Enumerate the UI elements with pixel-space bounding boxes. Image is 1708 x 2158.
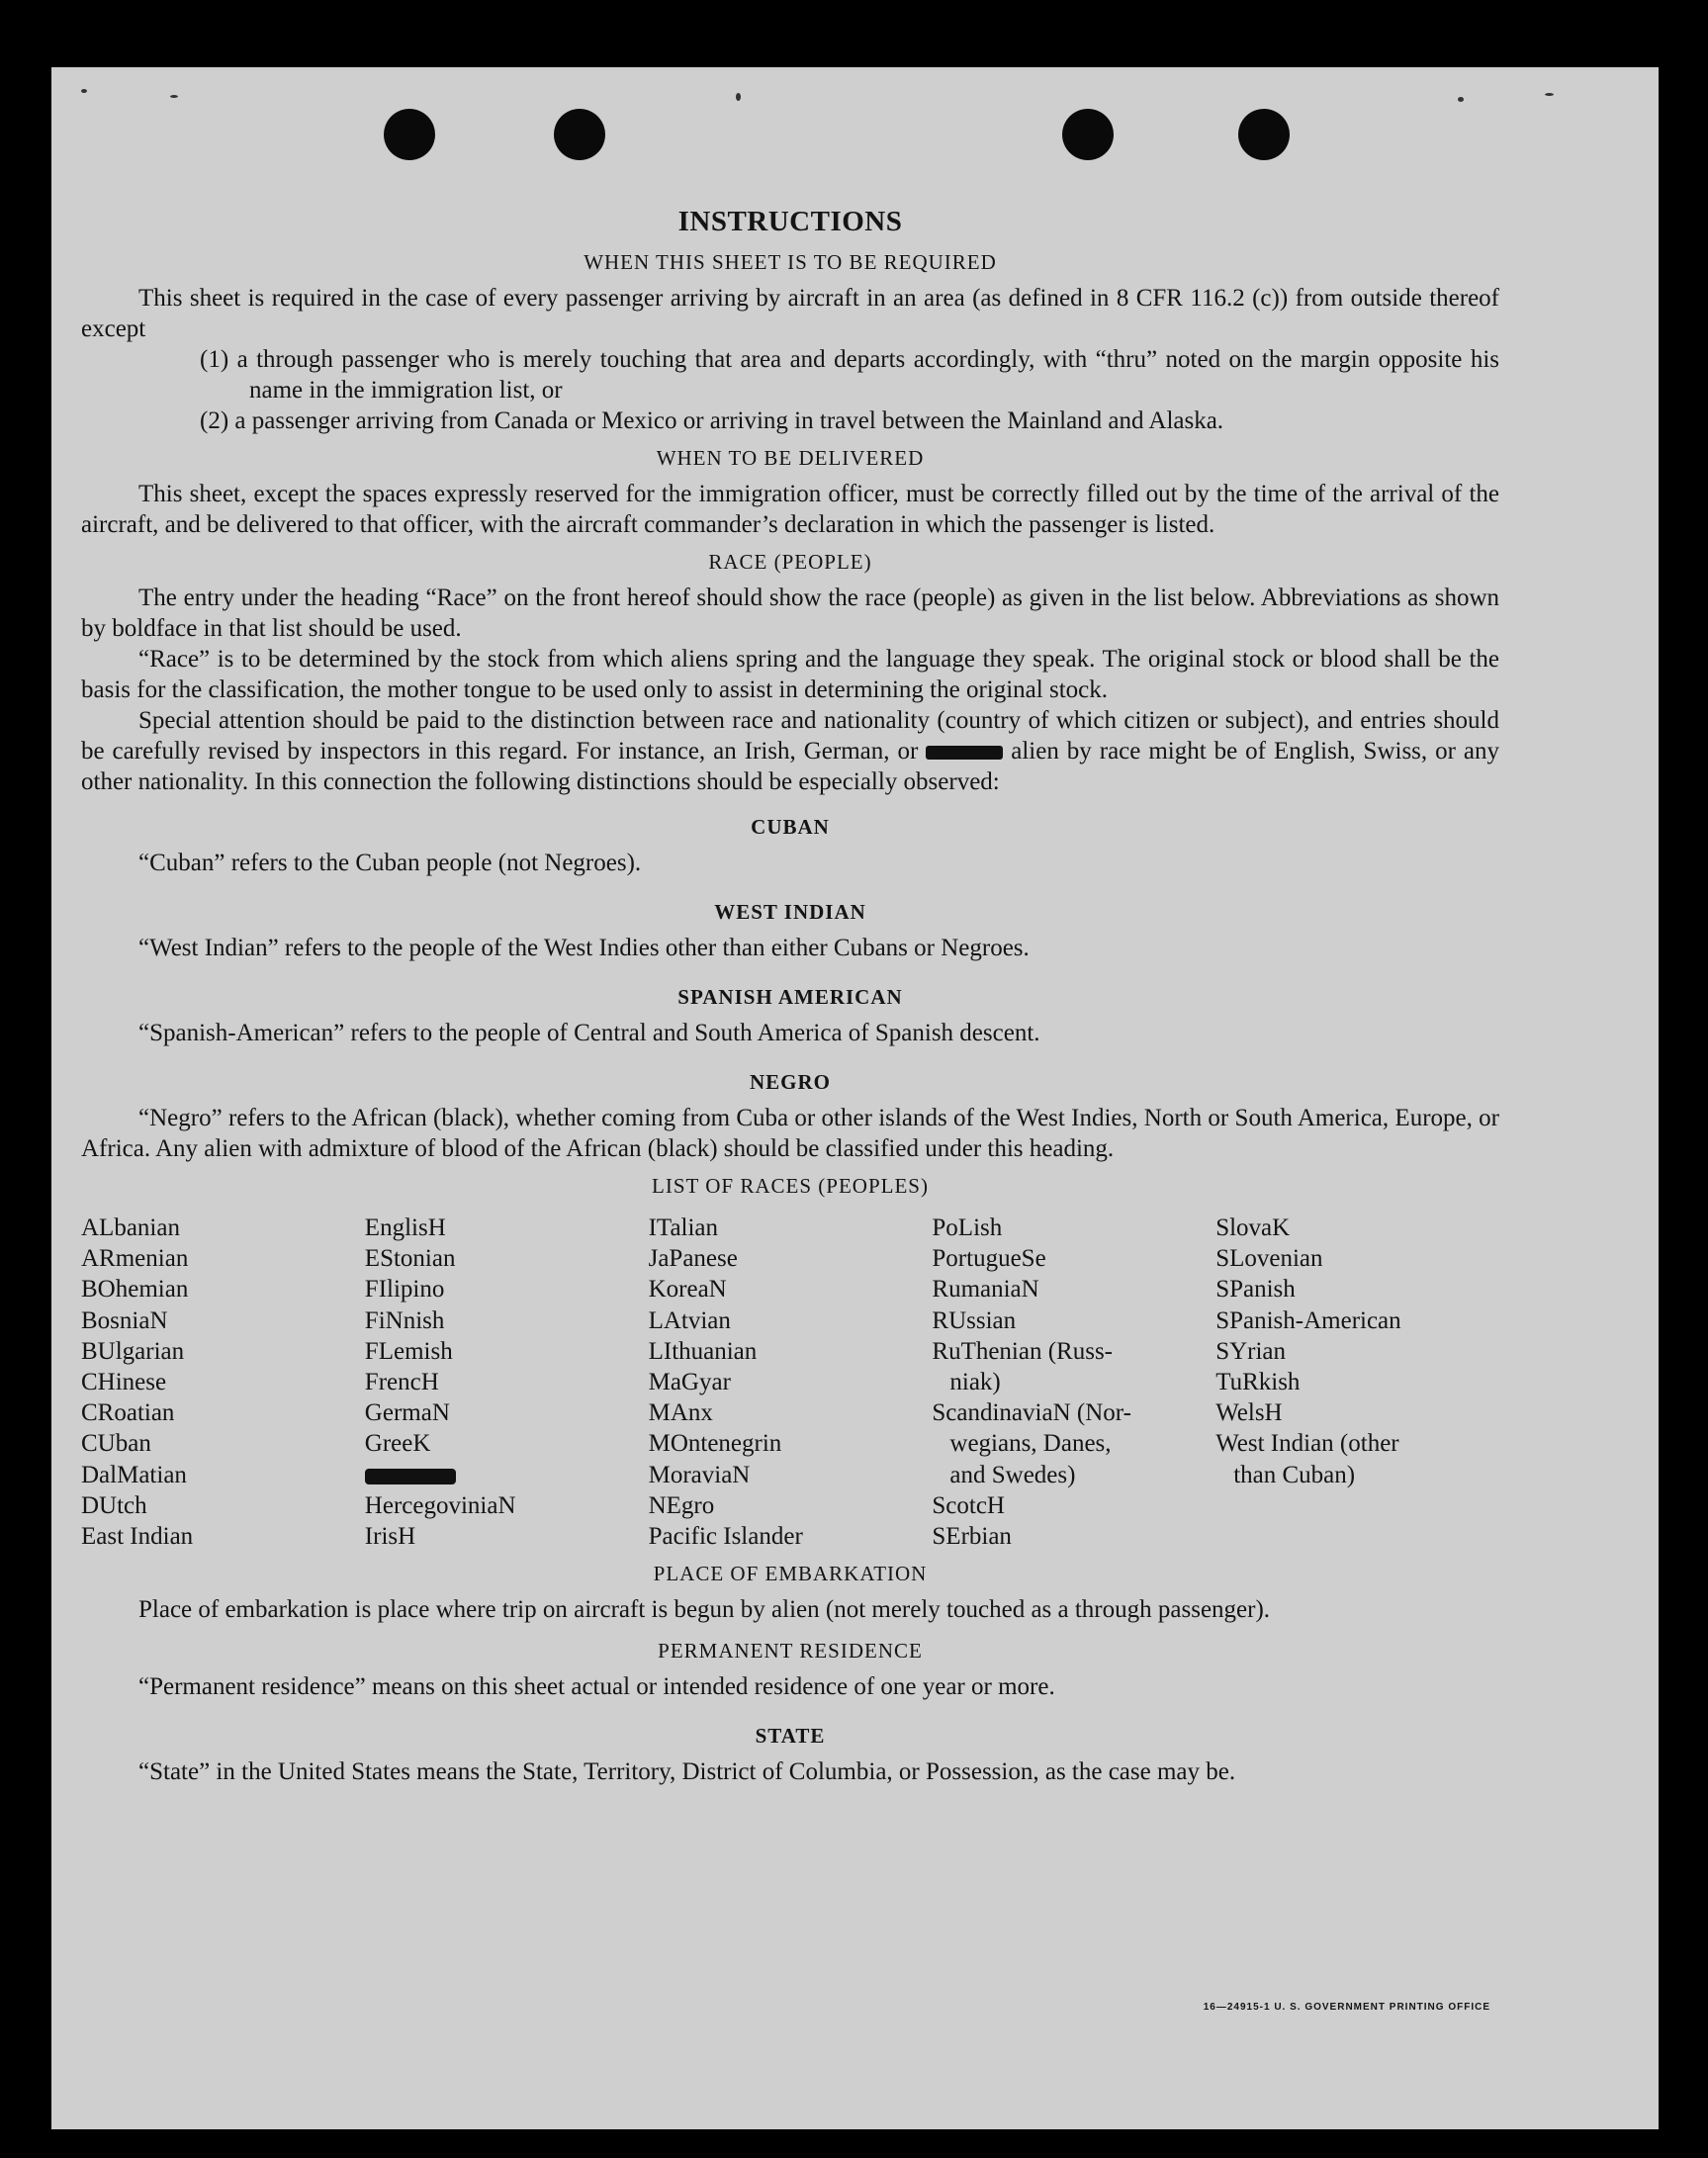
race-item: BOhemian <box>81 1276 189 1304</box>
heading-spanish-american: SPANISH AMERICAN <box>677 985 903 1009</box>
race-item: SlovaK <box>1215 1214 1291 1241</box>
race-item: BosniaN <box>81 1306 168 1334</box>
race-item-continued: than Cuban) <box>1233 1461 1356 1488</box>
text-state: “State” in the United States means the State, Territory, District of Columbia, or Possession, as the case may be. <box>138 1758 1236 1786</box>
race-item: TuRkish <box>1215 1369 1301 1396</box>
race-item: IrisH <box>364 1523 416 1551</box>
redaction-mark <box>926 746 1003 760</box>
redaction-mark <box>365 1469 456 1484</box>
race-item: EnglisH <box>364 1214 446 1241</box>
race-item: GermaN <box>364 1399 450 1427</box>
text-required: This sheet is required in the case of every passenger arriving by aircraft in an area (as defined in 8 CFR 116.2 (c)) from outside thereof except <box>81 285 1499 342</box>
speck <box>736 93 741 101</box>
race-item: East Indian <box>81 1523 194 1551</box>
race-item: MAnx <box>648 1399 713 1427</box>
document-sheet <box>51 67 1659 2129</box>
races-column-4 <box>932 1213 1215 1552</box>
race-item: PoLish <box>932 1214 1003 1241</box>
race-item: EStonian <box>364 1245 456 1273</box>
race-item: SPanish <box>1215 1276 1296 1304</box>
heading-delivered: WHEN TO BE DELIVERED <box>656 446 925 470</box>
heading-list-of-races: LIST OF RACES (PEOPLES) <box>652 1174 929 1198</box>
races-column-1 <box>81 1213 365 1552</box>
text-race-3b: alien by race might be of English, Swiss, or any other nationality. In this connection the following distinctions should be especially observed: <box>81 738 1500 795</box>
race-item: SErbian <box>932 1523 1012 1551</box>
race-item: West Indian (other <box>1215 1430 1399 1458</box>
race-item: FiNnish <box>364 1306 445 1334</box>
heading-cuban: CUBAN <box>751 815 830 839</box>
text-race-2: “Race” is to be determined by the stock from which aliens spring and the language they speak. The original stock or blood shall be the basis for the classification, the mother tongue to be used only to assist in determining the original stock. <box>81 646 1499 703</box>
race-item: KoreaN <box>648 1276 727 1304</box>
speck <box>1545 93 1554 96</box>
required-item-1: (1) a through passenger who is merely touching that area and departs accordingly, with “thru” noted on the margin opposite his name in the immigration list, or <box>200 346 1499 404</box>
race-item-continued: wegians, Danes, <box>949 1430 1112 1458</box>
speck <box>81 89 87 93</box>
race-item-redacted <box>365 1460 649 1490</box>
text-race-3 <box>81 705 1499 797</box>
race-item: SPanish-American <box>1215 1306 1401 1334</box>
punch-hole <box>554 109 605 160</box>
race-item: LAtvian <box>648 1306 731 1334</box>
text-cuban: “Cuban” refers to the Cuban people (not Negroes). <box>138 850 642 876</box>
text-embarkation: Place of embarkation is place where trip on aircraft is begun by alien (not merely touched as a through passenger). <box>138 1596 1271 1624</box>
printing-office-code: 16—24915-1 U. S. GOVERNMENT PRINTING OFFICE <box>1203 2002 1490 2013</box>
heading-west-indian: WEST INDIAN <box>714 900 866 924</box>
race-item: DUtch <box>81 1491 147 1519</box>
required-item-2: (2) a passenger arriving from Canada or Mexico or arriving in travel between the Mainland and Alaska. <box>200 407 1224 434</box>
race-item: FLemish <box>364 1337 453 1365</box>
heading-residence: PERMANENT RESIDENCE <box>658 1639 923 1663</box>
heading-negro: NEGRO <box>749 1070 831 1094</box>
race-item: MaGyar <box>648 1369 731 1396</box>
race-item: SLovenian <box>1215 1245 1323 1273</box>
text-residence: “Permanent residence” means on this sheet actual or intended residence of one year or more. <box>138 1673 1055 1701</box>
race-item: JaPanese <box>648 1245 738 1273</box>
heading-race: RACE (PEOPLE) <box>708 550 872 574</box>
races-list <box>81 1213 1499 1552</box>
heading-embarkation: PLACE OF EMBARKATION <box>653 1562 928 1586</box>
race-item: MoraviaN <box>648 1461 751 1488</box>
race-item-continued: and Swedes) <box>949 1461 1076 1488</box>
race-item: RUssian <box>932 1306 1017 1334</box>
race-item: ALbanian <box>81 1214 180 1241</box>
race-item: SYrian <box>1215 1337 1287 1365</box>
heading-state: STATE <box>755 1724 826 1749</box>
race-item: ITalian <box>648 1214 719 1241</box>
race-item: DalMatian <box>81 1461 187 1488</box>
punch-hole <box>1238 109 1290 160</box>
race-item: ScotcH <box>932 1491 1005 1519</box>
punch-hole <box>1062 109 1114 160</box>
race-item: NEgro <box>648 1491 715 1519</box>
race-item: CUban <box>81 1430 151 1458</box>
race-item: CRoatian <box>81 1399 175 1427</box>
race-item-continued: niak) <box>949 1369 1001 1396</box>
races-column-5 <box>1215 1213 1499 1552</box>
race-item: FrencH <box>364 1369 439 1396</box>
race-item: FIlipino <box>364 1276 445 1304</box>
text-spanish-american: “Spanish-American” refers to the people of Central and South America of Spanish descent. <box>138 1020 1040 1046</box>
text-negro: “Negro” refers to the African (black), whether coming from Cuba or other islands of the West Indies, North or South America, Europe, or Africa. Any alien with admixture of blood of the African (black) should be classified under this heading. <box>81 1105 1499 1162</box>
race-item: CHinese <box>81 1369 167 1396</box>
race-item: Pacific Islander <box>648 1523 803 1551</box>
text-race-1: The entry under the heading “Race” on the front hereof should show the race (people) as given in the list below. Abbreviations as shown by boldface in that list should be used. <box>81 584 1499 642</box>
races-column-2 <box>365 1213 649 1552</box>
race-item: RumaniaN <box>932 1276 1039 1304</box>
race-item: HercegoviniaN <box>364 1491 516 1519</box>
race-item: ARmenian <box>81 1245 189 1273</box>
speck <box>1458 97 1464 102</box>
race-item: WelsH <box>1215 1399 1283 1427</box>
speck <box>170 95 178 98</box>
race-item: ScandinaviaN (Nor- <box>932 1399 1131 1427</box>
race-item: RuThenian (Russ- <box>932 1337 1114 1365</box>
text-delivered: This sheet, except the spaces expressly reserved for the immigration officer, must be correctly filled out by the time of the arrival of the aircraft, and be delivered to that officer, with the aircraft commander’s declaration in which the passenger is listed. <box>81 481 1499 538</box>
races-column-3 <box>649 1213 933 1552</box>
text-west-indian: “West Indian” refers to the people of the West Indies other than either Cubans or Negroes. <box>138 935 1030 961</box>
race-item: GreeK <box>364 1430 431 1458</box>
race-item: LIthuanian <box>648 1337 758 1365</box>
heading-required: WHEN THIS SHEET IS TO BE REQUIRED <box>584 250 997 274</box>
instructions-body <box>81 206 1499 1787</box>
race-item: PortugueSe <box>932 1245 1046 1273</box>
page-title: INSTRUCTIONS <box>677 206 903 237</box>
punch-hole <box>384 109 435 160</box>
race-item: MOntenegrin <box>648 1430 782 1458</box>
race-item: BUlgarian <box>81 1337 185 1365</box>
text-race-3a: Special attention should be paid to the distinction between race and nationality (country of which citizen or subject), and entries should be carefully revised by inspectors in this regard. For instance, an Irish, German, or <box>81 707 1499 764</box>
